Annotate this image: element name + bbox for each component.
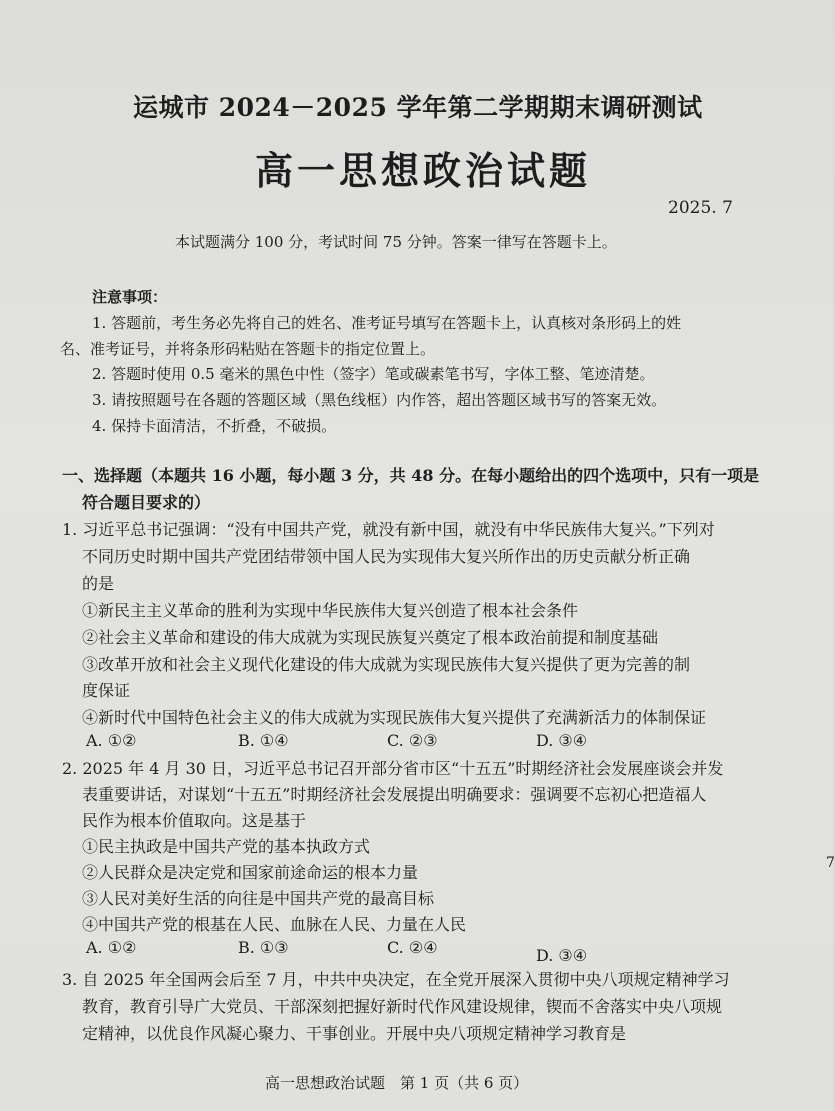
page-footer: 高一思想政治试题 第 1 页（共 6 页） [265,1074,529,1092]
exam-header-title: 运城市 2024－2025 学年第二学期期末调研测试 [133,93,703,122]
q1-choice-b: B. ①④ [238,731,289,750]
q3-stem-line-2: 教育，教育引导广大党员、干部深刻把握好新时代作风建设规律，锲而不舍落实中央八项规 [82,997,723,1016]
q2-option-3: ③人民对美好生活的向往是中国共产党的最高目标 [82,889,435,908]
q2-choice-c: C. ②④ [387,938,438,957]
q1-choice-a: A. ①② [86,731,137,750]
q1-stem-line-2: 不同历史时期中国共产党团结带领中国人民为实现伟大复兴所作出的历史贡献分析正确 [82,547,691,566]
notice-item-2: 2. 答题时使用 0.5 毫米的黑色中性（签字）笔或碳素笔书写，字体工整、笔迹清楚。 [92,365,655,383]
q2-choice-d: D. ③④ [536,946,588,965]
q2-choice-a: A. ①② [86,938,137,957]
q2-choice-b: B. ①③ [238,938,289,957]
q1-option-2: ②社会主义革命和建设的伟大成就为实现民族复兴奠定了根本政治前提和制度基础 [82,628,659,647]
q1-option-1: ①新民主主义革命的胜利为实现中华民族伟大复兴创造了根本社会条件 [82,601,579,620]
q1-stem-line-3: 的是 [82,574,115,593]
q2-option-1: ①民主执政是中国共产党的基本执政方式 [82,837,371,856]
q2-stem-line-1: 2. 2025 年 4 月 30 日，习近平总书记召开部分省市区“十五五”时期经济社会发展座谈会并发 [62,759,724,778]
q1-option-3-cont: 度保证 [82,681,131,700]
section-heading: 一、选择题（本题共 16 小题，每小题 3 分，共 48 分。在每小题给出的四个选项中，只有一项是 [62,466,760,485]
q1-option-3: ③改革开放和社会主义现代化建设的伟大成就为实现民族伟大复兴提供了更为完善的制 [82,655,691,674]
notice-heading: 注意事项： [92,288,168,306]
notice-item-1: 1. 答题前，考生务必先将自己的姓名、准考证号填写在答题卡上，认真核对条形码上的姓 [92,314,682,332]
exam-date: 2025. 7 [668,198,733,218]
notice-item-4: 4. 保持卡面清洁，不折叠，不破损。 [92,417,337,435]
q1-choice-c: C. ②③ [387,731,438,750]
q2-option-4: ④中国共产党的根基在人民、血脉在人民、力量在人民 [82,915,467,934]
q1-stem-line-1: 1. 习近平总书记强调：“没有中国共产党，就没有新中国，就没有中华民族伟大复兴。”下列对 [62,520,715,539]
q1-choice-d: D. ③④ [536,731,588,750]
section-heading-cont: 符合题目要求的） [82,493,211,512]
q2-stem-line-2: 表重要讲话，对谋划“十五五”时期经济社会发展提出明确要求：强调要不忘初心把造福人 [82,785,707,804]
q1-option-4: ④新时代中国特色社会主义的伟大成就为实现民族伟大复兴提供了充满新活力的体制保证 [82,708,707,727]
notice-item-1-cont: 名、准考证号，并将条形码粘贴在答题卡的指定位置上。 [60,340,436,358]
exam-intro: 本试题满分 100 分，考试时间 75 分钟。答案一律写在答题卡上。 [175,233,617,251]
notice-item-3: 3. 请按照题号在各题的答题区域（黑色线框）内作答，超出答题区域书写的答案无效。 [92,391,667,409]
q3-stem-line-1: 3. 自 2025 年全国两会后至 7 月，中共中央决定，在全党开展深入贯彻中央八项规定精神学习 [62,970,730,989]
page-title: 高一思想政治试题 [255,148,592,193]
q3-stem-line-3: 定精神，以优良作风凝心聚力、干事创业。开展中央八项规定精神学习教育是 [82,1024,627,1043]
q2-stem-line-3: 民作为根本价值取向。这是基于 [82,811,307,830]
edge-mark: 7 [826,855,835,871]
q2-option-2: ②人民群众是决定党和国家前途命运的根本力量 [82,863,419,882]
